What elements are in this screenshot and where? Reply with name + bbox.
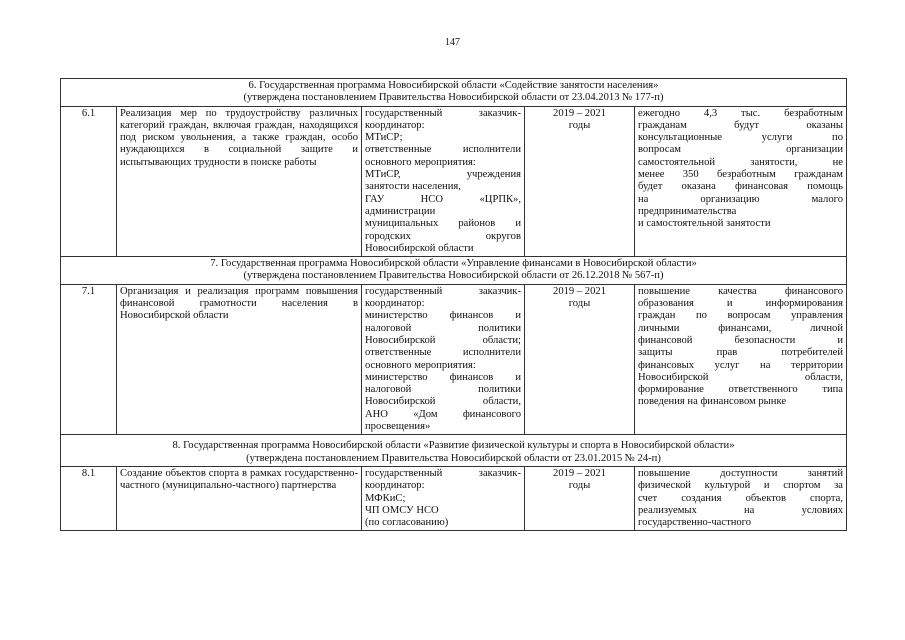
row-executors <box>362 466 525 530</box>
result-line: Новосибирской области, <box>638 371 843 383</box>
result-line: образования и информирования <box>638 298 843 310</box>
period-years: 2019 – 2021 <box>553 107 606 119</box>
result-line: личными финансами, личной <box>638 322 843 334</box>
executor-line: государственный заказчик- <box>365 467 521 479</box>
result-line: будет оказана финансовая помощь <box>638 181 843 193</box>
executor-line: министерство финансов и <box>365 310 521 322</box>
executor-line: занятости населения, <box>365 181 461 193</box>
row-event: Создание объектов спорта в рамках государственно-частного (муниципально-частного) партнерства <box>117 466 362 530</box>
executor-line: государственный заказчик- <box>365 107 521 119</box>
row-period <box>525 106 635 257</box>
period-unit: годы <box>568 298 591 310</box>
section-heading-row <box>61 257 847 285</box>
executor-line: муниципальных районов и <box>365 218 521 230</box>
result-line: гражданам будут оказаны <box>638 119 843 131</box>
result-line: поведения на финансовом рынке <box>638 396 787 408</box>
executor-line: координатор: <box>365 298 425 310</box>
table-row <box>61 466 847 530</box>
section-heading-title: 7. Государственная программа Новосибирской области «Управление финансами в Новосибирской области» <box>210 258 697 270</box>
result-line: на организацию малого <box>638 193 843 205</box>
executor-line: АНО «Дом финансового <box>365 408 521 420</box>
page-number: 147 <box>445 37 460 48</box>
executor-line: МТиСР, учреждения <box>365 169 521 181</box>
row-period <box>525 466 635 530</box>
section-heading <box>61 79 847 107</box>
executor-line: ответственные исполнители <box>365 144 521 156</box>
row-number: 6.1 <box>61 106 117 257</box>
result-line: государственно-частного <box>638 517 752 529</box>
executor-line: ГАУ НСО «ЦРПК», <box>365 193 521 205</box>
executor-line: МФКиС; <box>365 492 406 504</box>
executor-line: основного мероприятия: <box>365 156 476 168</box>
result-line: граждан по вопросам управления <box>638 310 843 322</box>
row-result <box>635 284 847 435</box>
section-heading <box>61 435 847 467</box>
result-line: менее 350 безработным гражданам <box>638 169 843 181</box>
executor-line: просвещения» <box>365 421 431 433</box>
executor-line: государственный заказчик- <box>365 285 521 297</box>
row-executors <box>362 284 525 435</box>
result-line: предпринимательства <box>638 205 737 217</box>
result-line: повышение качества финансового <box>638 285 843 297</box>
programs-table <box>60 78 847 531</box>
period-years: 2019 – 2021 <box>553 467 606 479</box>
table-row <box>61 284 847 435</box>
executor-line: Новосибирской области, <box>365 396 521 408</box>
result-line: реализуемых на условиях <box>638 504 843 516</box>
result-line: защиты прав потребителей <box>638 347 843 359</box>
section-heading-subtitle: (утверждена постановлением Правительства Новосибирской области от 23.01.2015 № 24-п) <box>246 452 661 464</box>
result-line: финансовой безопасности и <box>638 334 843 346</box>
period-unit: годы <box>568 119 591 131</box>
executor-line: координатор: <box>365 480 425 492</box>
result-line: самостоятельной занятости, не <box>638 156 843 168</box>
period-unit: годы <box>568 480 591 492</box>
executor-line: Новосибирской области; <box>365 334 521 346</box>
section-heading-subtitle: (утверждена постановлением Правительства Новосибирской области от 23.04.2013 № 177-п) <box>243 92 664 104</box>
row-number: 8.1 <box>61 466 117 530</box>
executor-line: администрации <box>365 205 436 217</box>
executor-line: Новосибирской области <box>365 242 474 254</box>
row-result <box>635 466 847 530</box>
executor-line: координатор: <box>365 119 425 131</box>
executor-line: министерство финансов и <box>365 371 521 383</box>
result-line: вопросам организации <box>638 144 843 156</box>
executor-line: основного мероприятия: <box>365 359 476 371</box>
executor-line: ответственные исполнители <box>365 347 521 359</box>
result-line: физической культурой и спортом за <box>638 480 843 492</box>
section-heading <box>61 257 847 285</box>
result-line: ежегодно 4,3 тыс. безработным <box>638 107 843 119</box>
row-number: 7.1 <box>61 284 117 435</box>
row-period <box>525 284 635 435</box>
result-line: финансовых услуг на территории <box>638 359 843 371</box>
section-heading-title: 8. Государственная программа Новосибирской области «Развитие физической культуры и спорта в Новосибирской области» <box>172 440 735 452</box>
section-heading-title: 6. Государственная программа Новосибирской области «Содействие занятости населения» <box>248 80 659 91</box>
executor-line: ЧП ОМСУ НСО <box>365 504 439 516</box>
result-line: повышение доступности занятий <box>638 467 843 479</box>
executor-line: налоговой политики <box>365 322 521 334</box>
table-row <box>61 106 847 257</box>
period-years: 2019 – 2021 <box>553 285 606 297</box>
result-line: консультационные услуги по <box>638 132 843 144</box>
section-heading-row <box>61 79 847 107</box>
result-line: и самостоятельной занятости <box>638 218 771 230</box>
executor-line: городских округов <box>365 230 521 242</box>
row-executors <box>362 106 525 257</box>
result-line: формирование ответственного типа <box>638 384 843 396</box>
executor-line: МТиСР; <box>365 132 403 144</box>
executor-line: налоговой политики <box>365 384 521 396</box>
executor-line: (по согласованию) <box>365 517 449 529</box>
result-line: счет создания объектов спорта, <box>638 492 843 504</box>
row-event: Организация и реализация программ повышения финансовой грамотности населения в Новосибирской области <box>117 284 362 435</box>
section-heading-subtitle: (утверждена постановлением Правительства Новосибирской области от 26.12.2018 № 567-п) <box>243 270 664 282</box>
row-event: Реализация мер по трудоустройству различных категорий граждан, включая граждан, находящихся под риском увольнения, а также граждан, особо нуждающихся в социальной защите и испытывающих трудности в поиске работы <box>117 106 362 257</box>
row-result <box>635 106 847 257</box>
section-heading-row <box>61 435 847 467</box>
